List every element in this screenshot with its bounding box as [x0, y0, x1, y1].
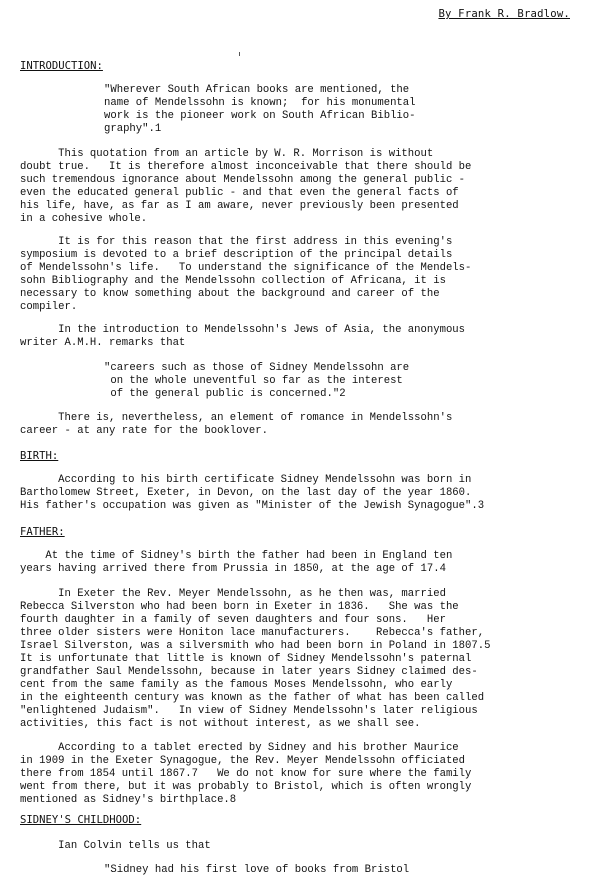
quote-morrison: "Wherever South African books are mentioned, the name of Mendelssohn is known; for his monumental work is the pioneer work on South African Biblio- graphy".1	[104, 84, 416, 135]
quote-colvin: "Sidney had his first love of books from Bristol	[104, 864, 410, 876]
heading-introduction: INTRODUCTION:	[20, 60, 103, 72]
heading-father: FATHER:	[20, 526, 65, 538]
stray-mark	[239, 52, 240, 56]
paragraph-childhood: Ian Colvin tells us that	[20, 840, 211, 852]
paragraph-intro-1: This quotation from an article by W. R. Morrison is without doubt true. It is therefore almost inconceivable that there should be such tremendous ignorance about Mendelssohn among the general public - even the educated general public - and that even the general facts of his life, have, as far as I am aware, never previously been presented in a cohesive whole.	[20, 148, 472, 225]
paragraph-father-3: According to a tablet erected by Sidney and his brother Maurice in 1909 in the Exeter Synagogue, the Rev. Meyer Mendelssohn officiated there from 1854 until 1867.7 We do not know for sure where the family went from there, but it was probably to Bristol, which is often wrongly mentioned as Sidney's birthplace.8	[20, 742, 472, 806]
heading-childhood: SIDNEY'S CHILDHOOD:	[20, 814, 142, 826]
quote-amh: "careers such as those of Sidney Mendelssohn are on the whole uneventful so far as the interest of the general public is concerned."2	[104, 362, 410, 400]
paragraph-father-2: In Exeter the Rev. Meyer Mendelssohn, as he then was, married Rebecca Silverston who had been born in Exeter in 1836. She was the fourth daughter in a family of seven daughters and four sons. Her three older sisters were Honiton lace manufacturers. Rebecca's father, Israel Silverston, was a silversmith who had been born in Poland in 1807.5 It is unfortunate that little is known of Sidney Mendelssohn's paternal grandfather Saul Mendelssohn, because in later years Sidney claimed des- cent from the same family as the famous Moses Mendelssohn, who early in the eighteenth century was known as the father of what has been called "enlightened Judaism". In view of Sidney Mendelssohn's later religious activities, this fact is not without interest, as we shall see.	[20, 588, 491, 730]
paragraph-birth: According to his birth certificate Sidney Mendelssohn was born in Bartholomew Street, Exeter, in Devon, on the last day of the year 1860. His father's occupation was given as "Minister of the Jewish Synagogue".3	[20, 474, 485, 512]
paragraph-intro-4: There is, nevertheless, an element of romance in Mendelssohn's career - at any rate for the booklover.	[20, 412, 453, 437]
paragraph-intro-2: It is for this reason that the first address in this evening's symposium is devoted to a brief description of the principal details of Mendelssohn's life. To understand the significance of the Mendels- sohn Bibliography and the Mendelssohn collection of Africana, it is necessary to know something about the background and career of the compiler.	[20, 236, 472, 313]
heading-birth: BIRTH:	[20, 450, 59, 462]
author-byline: By Frank R. Bradlow.	[438, 8, 570, 20]
paragraph-father-1: At the time of Sidney's birth the father had been in England ten years having arrived there from Prussia in 1850, at the age of 17.4	[20, 550, 453, 575]
paragraph-intro-3: In the introduction to Mendelssohn's Jews of Asia, the anonymous writer A.M.H. remarks that	[20, 324, 466, 349]
